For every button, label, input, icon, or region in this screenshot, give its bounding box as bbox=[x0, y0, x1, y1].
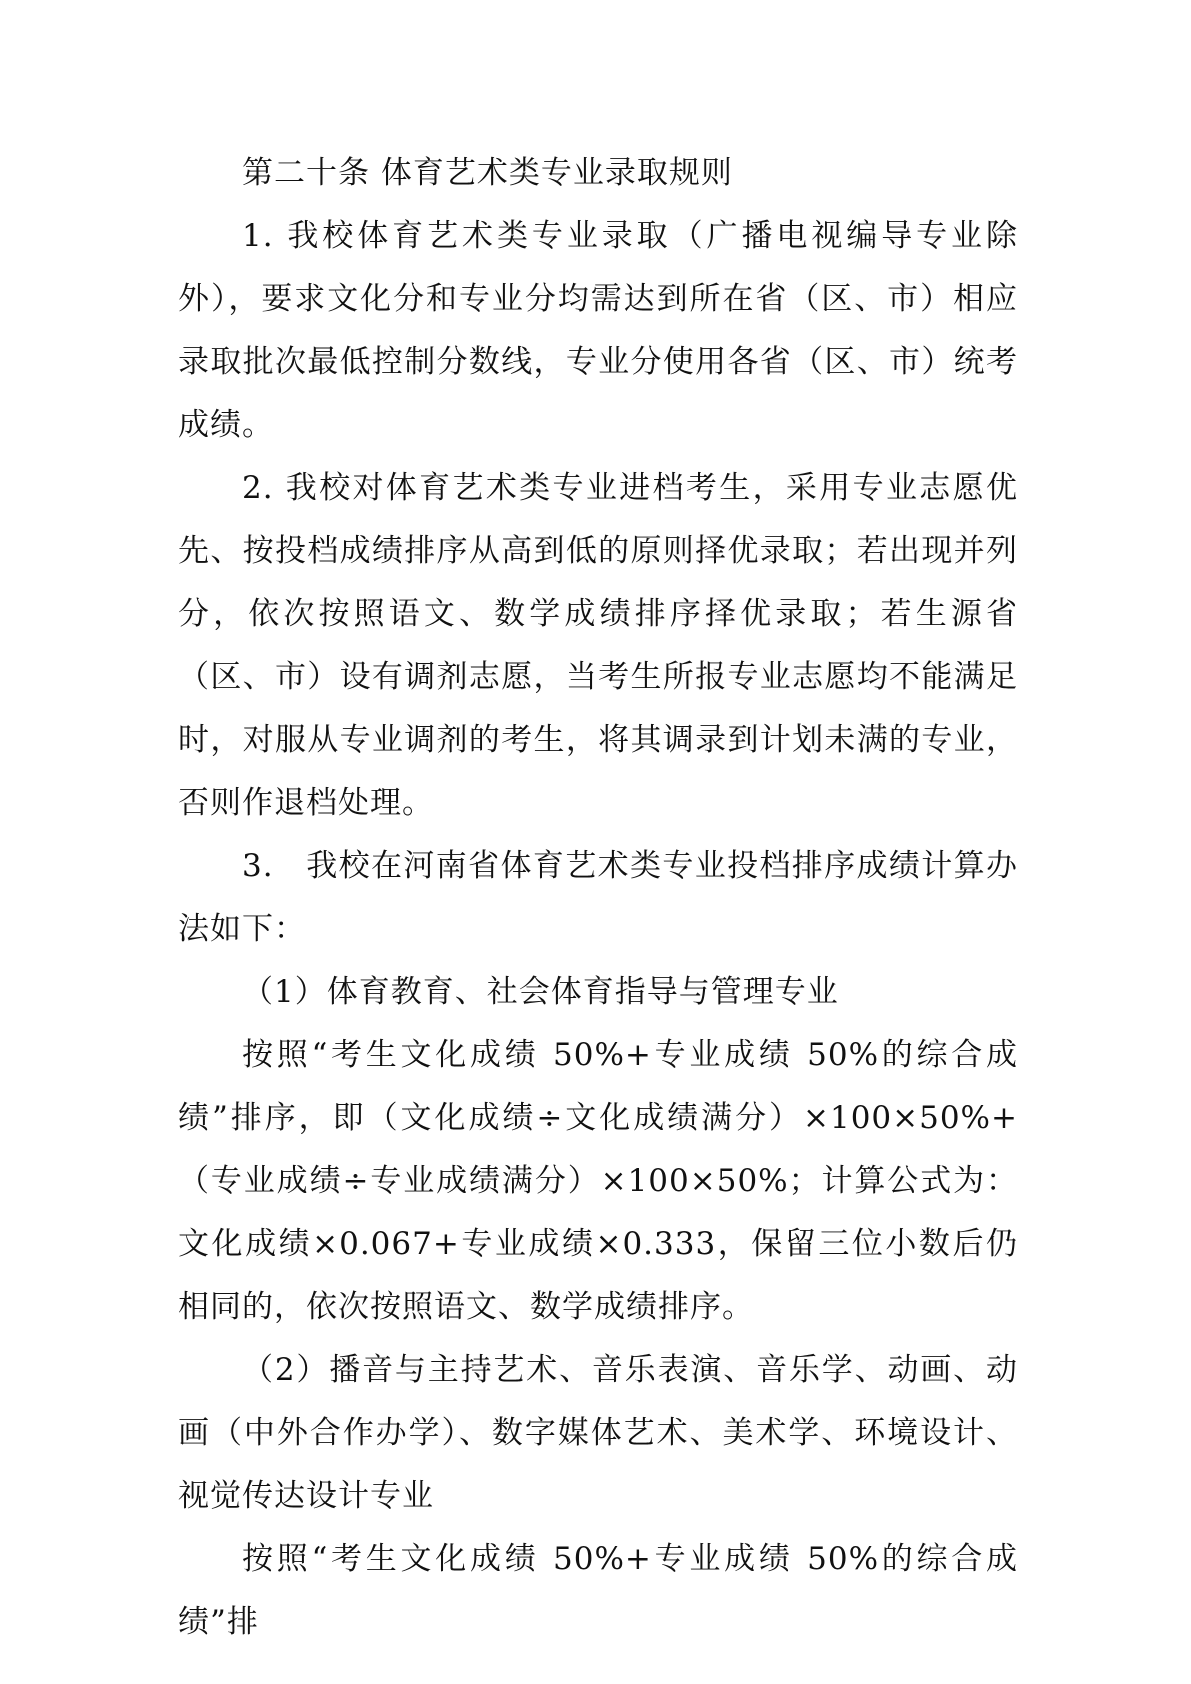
article-heading: 第二十条 体育艺术类专业录取规则 bbox=[242, 155, 733, 191]
document-body bbox=[178, 142, 1018, 1654]
subsection-heading-2: （2）播音与主持艺术、音乐表演、音乐学、动画、动画（中外合作办学）、数字媒体艺术、美术学、环境设计、视觉传达设计专业 bbox=[178, 1352, 1018, 1514]
subsection-heading-1: （1）体育教育、社会体育指导与管理专业 bbox=[242, 974, 839, 1010]
rule-paragraph-2: 2. 我校对体育艺术类专业进档考生，采用专业志愿优先、按投档成绩排序从高到低的原则择优录取；若出现并列分，依次按照语文、数学成绩排序择优录取；若生源省（区、市）设有调剂志愿，当考生所报专业志愿均不能满足时，对服从专业调剂的考生，将其调录到计划未满的专业，否则作退档处理。 bbox=[178, 470, 1018, 821]
formula-paragraph-2: 按照“考生文化成绩 50%+专业成绩 50%的综合成绩”排 bbox=[178, 1541, 1018, 1640]
formula-paragraph-1: 按照“考生文化成绩 50%+专业成绩 50%的综合成绩”排序，即（文化成绩÷文化成绩满分）×100×50%+（专业成绩÷专业成绩满分）×100×50%；计算公式为：文化成绩×0.067+专业成绩×0.333，保留三位小数后仍相同的，依次按照语文、数学成绩排序。 bbox=[178, 1037, 1018, 1325]
rule-paragraph-3: 3. 我校在河南省体育艺术类专业投档排序成绩计算办法如下： bbox=[178, 848, 1018, 947]
rule-paragraph-1: 1. 我校体育艺术类专业录取（广播电视编导专业除外），要求文化分和专业分均需达到所在省（区、市）相应录取批次最低控制分数线，专业分使用各省（区、市）统考成绩。 bbox=[178, 218, 1018, 443]
